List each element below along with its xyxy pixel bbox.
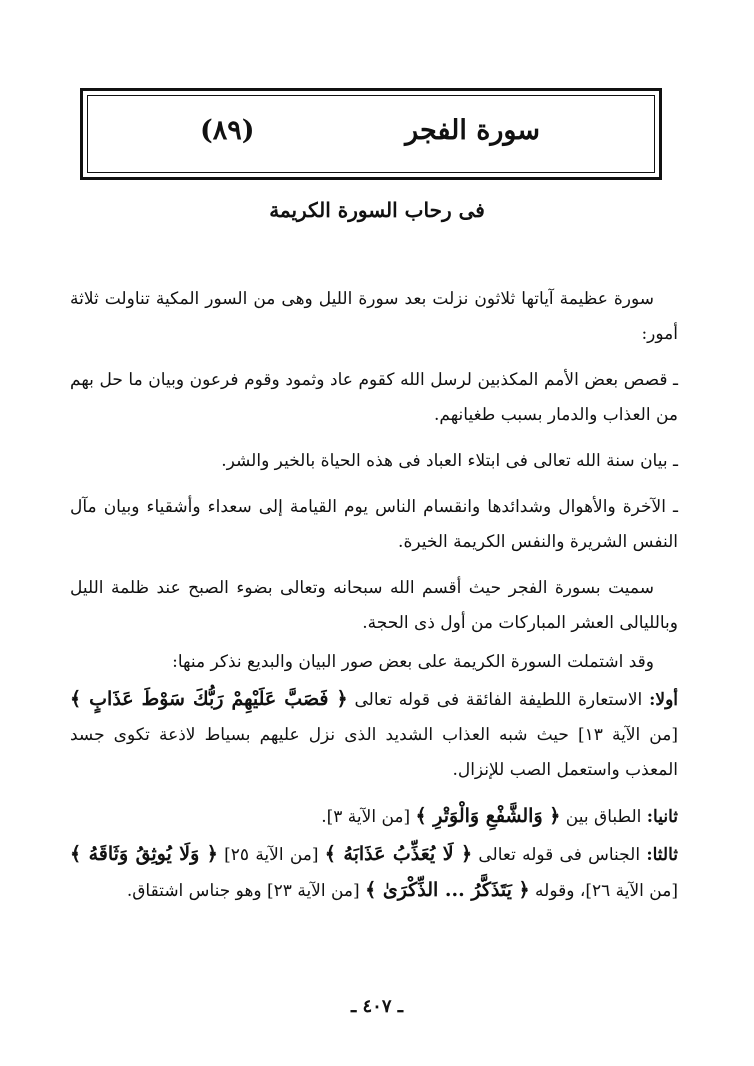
third-mid-1: [من الآية ٢٥] (217, 845, 325, 865)
rhetoric-intro: وقد اشتملت السورة الكريمة على بعض صور البيان والبديع نذكر منها: (172, 652, 654, 672)
section-subtitle: فى رحاب السورة الكريمة (269, 198, 485, 222)
bullet-item-3: ـ الآخرة والأهوال وشدائدها وانقسام الناس يوم القيامة إلى سعداء وأشقياء وبيان مآل النفس الشريرة والنفس الكريمة الخيرة. (70, 497, 678, 552)
rhetoric-second (70, 799, 678, 835)
second-quran-quote: ﴿ وَالشَّفْعِ وَالْوَتْرِ ﴾ (415, 805, 561, 827)
first-quran-quote: ﴿ فَصَبَّ عَلَيْهِمْ رَبُّكَ سَوْطَ عَذَابٍ ﴾ (70, 688, 348, 710)
first-label: أولا: (649, 690, 678, 710)
page-number: ـ ٤٠٧ ـ (350, 996, 404, 1017)
third-mid-2: [من الآية ٢٦]، وقوله (529, 881, 678, 901)
rhetoric-first (70, 682, 678, 788)
rhetoric-third (70, 837, 678, 909)
third-text: الجناس فى قوله تعالى (472, 845, 647, 865)
second-rest: [من الآية ٣]. (321, 807, 416, 827)
second-text: الطباق بين (560, 807, 647, 827)
first-rest: [من الآية ١٣] حيث شبه العذاب الشديد الذى نزل عليهم بسياط لاذعة تكوى جسد المعذب واستعمل الصب للإنزال. (70, 725, 678, 780)
third-rest: [من الآية ٢٣] وهو جناس اشتقاق. (126, 881, 366, 901)
third-quran-quote-2: ﴿ وَلَا يُوثِقُ وَثَاقَهُ ﴾ (70, 843, 218, 865)
bullet-item-1: ـ قصص بعض الأمم المكذبين لرسل الله كقوم عاد وثمود وقوم فرعون وبيان ما حل بهم من العذاب والدمار بسبب طغيانهم. (70, 370, 678, 425)
third-quran-quote-1: ﴿ لَا يُعَذِّبُ عَذَابَهُ ﴾ (324, 843, 473, 865)
third-label: ثالثا: (646, 845, 678, 865)
third-quran-quote-3: ﴿ يَتَذَكَّرُ ... الذِّكْرَىٰ ﴾ (365, 879, 530, 901)
second-label: ثانيا: (646, 807, 678, 827)
first-text: الاستعارة اللطيفة الفائقة فى قوله تعالى (347, 690, 650, 710)
title-row (200, 115, 540, 146)
naming-paragraph: سميت بسورة الفجر حيث أقسم الله سبحانه وتعالى بضوء الصبح عند ظلمة الليل وبالليالى العشر المباركات من أول ذى الحجة. (70, 578, 678, 633)
bullet-item-2: ـ بيان سنة الله تعالى فى ابتلاء العباد فى هذه الحياة بالخير والشر. (221, 451, 678, 471)
body-text (70, 282, 678, 909)
surah-number: (٨٩) (200, 115, 255, 146)
intro-paragraph: سورة عظيمة آياتها ثلاثون نزلت بعد سورة الليل وهى من السور المكية تناولت ثلاثة أمور: (70, 289, 678, 344)
surah-title: سورة الفجر (405, 115, 540, 146)
